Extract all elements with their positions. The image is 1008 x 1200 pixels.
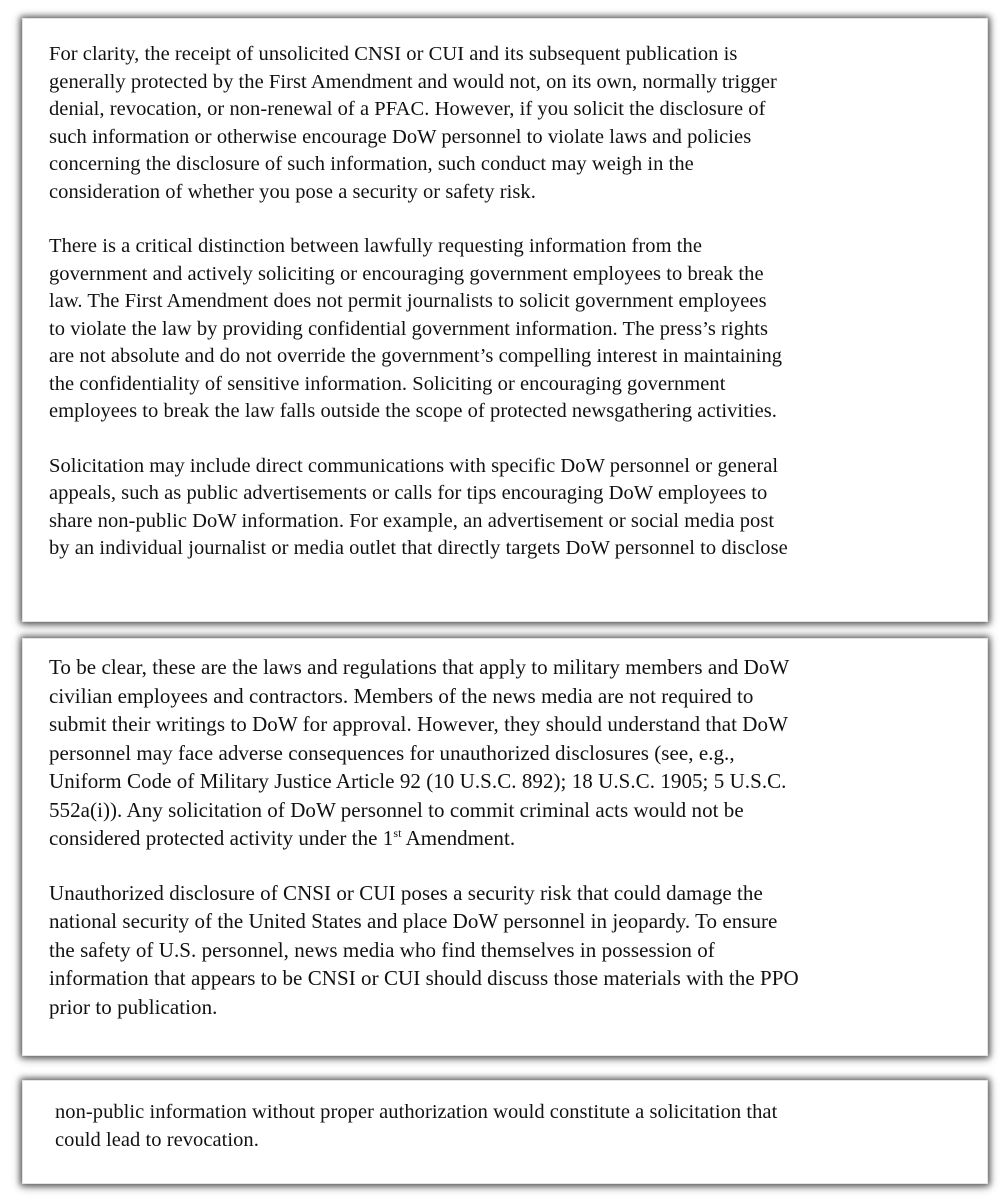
paragraph-clarity	[49, 41, 963, 206]
text-line: law. The First Amendment does not permit journalists to solicit government employees	[49, 290, 767, 312]
text-line: government and actively soliciting or encouraging government employees to break the	[49, 262, 764, 285]
text-line: Unauthorized disclosure of CNSI or CUI poses a security risk that could damage the	[49, 880, 763, 905]
text-line: generally protected by the First Amendment and would not, on its own, normally trigger	[49, 70, 777, 93]
text-line: are not absolute and do not override the government’s compelling interest in maintaining	[49, 345, 783, 367]
text-line: share non-public DoW information. For example, an advertisement or social media post	[49, 509, 775, 532]
text-line: To be clear, these are the laws and regulations that apply to military members and DoW	[49, 655, 790, 679]
text-line-amendment	[49, 826, 515, 850]
excerpt-panel-1	[22, 18, 988, 622]
text-line: civilian employees and contractors. Members of the news media are not required to	[49, 683, 754, 708]
text-line: the safety of U.S. personnel, news media who find themselves in possession of	[49, 937, 715, 962]
text-fragment: considered protected activity under the 1	[49, 826, 394, 850]
text-line: personnel may face adverse consequences for unauthorized disclosures (see, e.g.,	[49, 740, 735, 765]
text-line: Uniform Code of Military Justice Article 92 (10 U.S.C. 892); 18 U.S.C. 1905; 5 U.S.C.	[49, 769, 787, 793]
text-line: consideration of whether you pose a security or safety risk.	[49, 180, 536, 203]
text-line: concerning the disclosure of such information, such conduct may weigh in the	[49, 153, 694, 175]
text-line: information that appears to be CNSI or CUI should discuss those materials with the PPO	[49, 966, 799, 990]
text-line: to violate the law by providing confidential government information. The press’s rights	[49, 317, 769, 340]
text-line: submit their writings to DoW for approval. However, they should understand that DoW	[49, 712, 788, 736]
text-line: There is a critical distinction between lawfully requesting information from the	[49, 235, 702, 257]
text-line: the confidentiality of sensitive information. Soliciting or encouraging government	[49, 372, 726, 395]
text-line: prior to publication.	[49, 994, 218, 1019]
text-line: such information or otherwise encourage DoW personnel to violate laws and policies	[49, 125, 752, 148]
text-line: Solicitation may include direct communications with specific DoW personnel or general	[49, 454, 779, 477]
paragraph-to-be-clear	[49, 653, 963, 853]
text-line: by an individual journalist or media outlet that directly targets DoW personnel to disclose	[49, 537, 788, 559]
text-line: denial, revocation, or non-renewal of a PFAC. However, if you solicit the disclosure of	[49, 98, 766, 120]
text-line: For clarity, the receipt of unsolicited CNSI or CUI and its subsequent publication is	[49, 43, 738, 65]
excerpt-panel-3	[22, 1080, 988, 1184]
paragraph-unauthorized-disclosure	[49, 879, 963, 1022]
text-line: national security of the United States and place DoW personnel in jeopardy. To ensure	[49, 909, 778, 933]
text-line: non-public information without proper authorization would constitute a solicitation that	[55, 1101, 778, 1123]
ordinal-superscript: st	[393, 826, 402, 840]
text-fragment: Amendment.	[401, 826, 516, 850]
paragraph-continuation	[55, 1099, 963, 1154]
text-line: could lead to revocation.	[55, 1128, 259, 1151]
paragraph-solicitation	[49, 453, 963, 563]
text-line: appeals, such as public advertisements or calls for tips encouraging DoW employees to	[49, 482, 768, 504]
paragraph-critical-distinction	[49, 233, 963, 426]
text-line: 552a(i)). Any solicitation of DoW personnel to commit criminal acts would not be	[49, 797, 744, 822]
excerpt-panel-2	[22, 638, 988, 1056]
text-line: employees to break the law falls outside the scope of protected newsgathering activities.	[49, 400, 777, 422]
